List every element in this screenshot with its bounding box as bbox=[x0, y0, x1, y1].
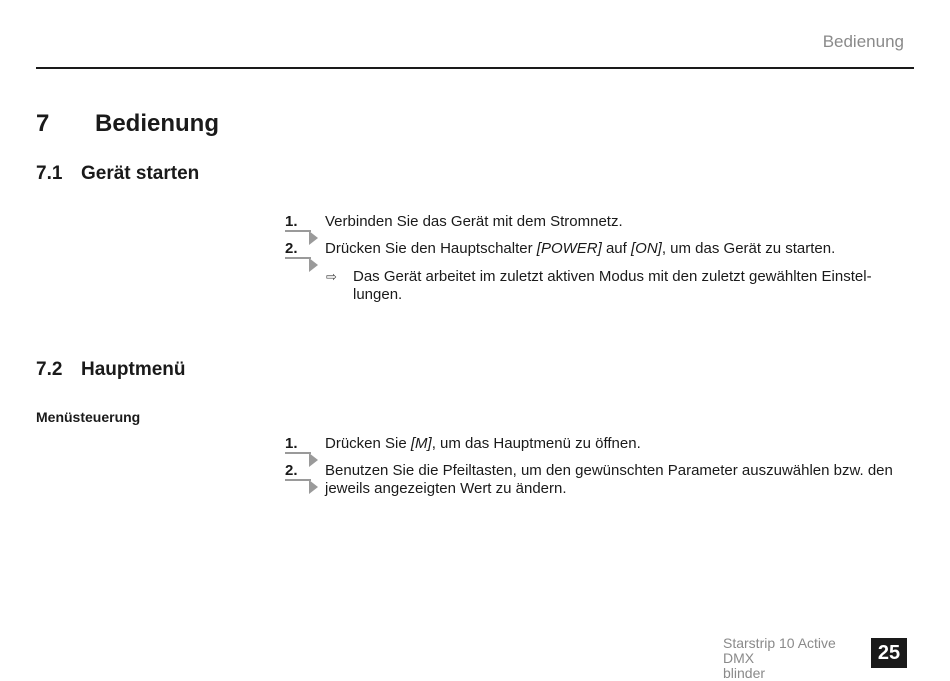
step-number: 2. bbox=[285, 462, 298, 479]
step-arrow-icon bbox=[285, 257, 311, 259]
section-number: 7.2 bbox=[36, 359, 63, 380]
header-divider bbox=[36, 67, 914, 69]
footer-product-name: Starstrip 10 Active DMX blinder bbox=[723, 635, 836, 681]
step-arrow-icon bbox=[285, 452, 311, 454]
page-number: 25 bbox=[871, 638, 907, 668]
step-number: 2. bbox=[285, 240, 298, 257]
step-number: 1. bbox=[285, 435, 298, 452]
subheading: Menüsteuerung bbox=[36, 409, 141, 425]
section-number: 7.1 bbox=[36, 163, 63, 184]
chapter-number: 7 bbox=[36, 110, 50, 137]
step-text: Verbinden Sie das Gerät mit dem Stromnetz. bbox=[325, 213, 623, 230]
result-text: Das Gerät arbeitet im zuletzt aktiven Modus mit den zuletzt gewählten Einstel- lungen. bbox=[353, 268, 872, 303]
result-arrow-icon: ⇨ bbox=[326, 269, 337, 284]
section-title: Hauptmenü bbox=[81, 359, 186, 380]
chapter-title: Bedienung bbox=[95, 110, 219, 137]
running-header: Bedienung bbox=[822, 32, 904, 51]
step-arrow-icon bbox=[285, 479, 311, 481]
step-text: Drücken Sie [M], um das Hauptmenü zu öffnen. bbox=[325, 435, 641, 452]
section-title: Gerät starten bbox=[81, 163, 200, 184]
step-arrow-icon bbox=[285, 230, 311, 232]
step-text: Benutzen Sie die Pfeiltasten, um den gewünschten Parameter auszuwählen bzw. den jeweils angezeigten Wert zu ändern. bbox=[325, 462, 893, 497]
step-text: Drücken Sie den Hauptschalter [POWER] auf [ON], um das Gerät zu starten. bbox=[325, 240, 836, 257]
step-number: 1. bbox=[285, 213, 298, 230]
